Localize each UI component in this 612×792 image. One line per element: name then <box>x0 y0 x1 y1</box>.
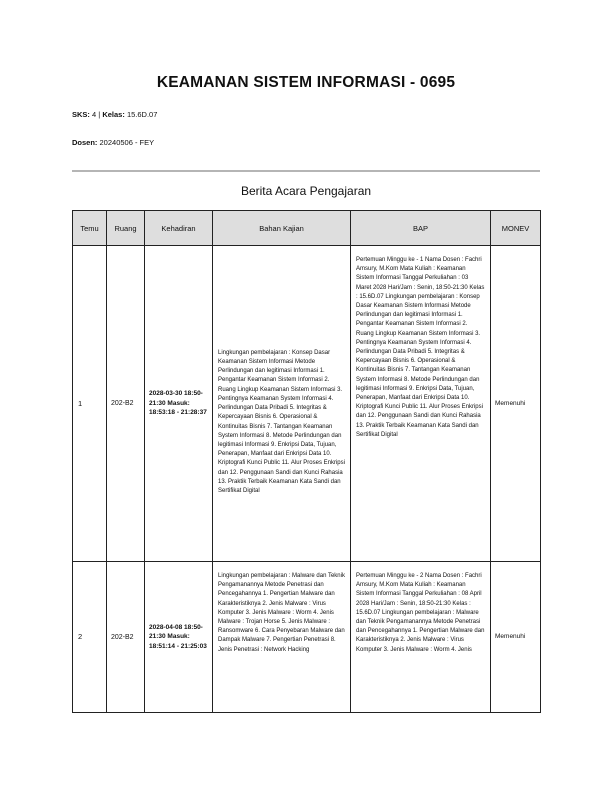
cell-bap: Pertemuan Minggu ke - 1 Nama Dosen : Fachri Amsury, M.Kom Mata Kuliah : Keamanan Sistem Informasi Tanggal Perkuliahan : 03 Maret 2028 Hari/Jam : Senin, 18:50-21:30 Kelas : 15.6D.07 Lingkungan pembelajaran : Konsep Dasar Keamanan Sistem Informasi Metode Perlindungan dan legitimasi Informasi 1. Pengantar Keamanan Sistem Informasi 2. Ruang Lingkup Keamanan Sistem Informasi 3. Pentingnya Keamanan System Informasi 4. Perlindungan Data Pribadi 5. Integritas & Kepercayaan Bisnis 6. Operasional & Kontinuitas Bisnis 7. Tantangan Keamanan System Informasi 8. Metode Perlindungan dan legitimasi Informasi 9. Enkripsi Data, Tujuan, Penerapan, Manfaat dari Enkripsi Data 10. Kriptografi Kunci Public 11. Alur Proses Enkripsi dan 12. Penggunaan Sandi dan Kunci Rahasia 13. Praktik Terbaik Keamanan Kata Sandi dan Sertifikat Digital <box>351 246 491 562</box>
column-header-monev: MONEV <box>491 211 541 246</box>
bahan-kajian-text: Lingkungan pembelajaran : Malware dan Teknik Pengamanannya Metode Penetrasi dan Pencegahannya 1. Pengertian Malware dan Karakteristiknya 2. Jenis Malware : Virus Komputer 3. Jenis Malware : Worm 4. Jenis Malware : Trojan Horse 5. Jenis Malware : Ransomware 6. Cara Penyebaran Malware dan Dampak Malware 7. Pengertian Penetrasi 8. Jenis Penetrasi : Network Hacking <box>218 573 345 653</box>
meta-separator: | <box>98 110 101 119</box>
cell-bap <box>351 562 491 713</box>
cell-ruang: 202-B2 <box>107 246 145 562</box>
cell-monev: Memenuhi <box>491 246 541 562</box>
kelas-label: Kelas: <box>102 110 125 119</box>
cell-bahan-kajian <box>213 562 351 713</box>
cell-ruang: 202-B2 <box>107 562 145 713</box>
cell-bahan-kajian <box>213 246 351 562</box>
divider <box>72 170 540 172</box>
section-title: Berita Acara Pengajaran <box>240 184 372 198</box>
table-row <box>73 562 541 713</box>
column-header-bahan-kajian: Bahan Kajian <box>213 211 351 246</box>
cell-kehadiran: 2028-03-30 18:50-21:30 Masuk: 18:53:18 - 21:28:37 <box>145 246 213 562</box>
page-title: KEAMANAN SISTEM INFORMASI - 0695 <box>156 74 456 91</box>
column-header-ruang: Ruang <box>107 211 145 246</box>
cell-kehadiran: 2028-04-08 18:50-21:30 Masuk: 18:51:14 - 21:25:03 <box>145 562 213 713</box>
table-header-row <box>73 211 541 246</box>
bahan-kajian-text: Lingkungan pembelajaran : Konsep Dasar Keamanan Sistem Informasi Metode Perlindungan dan legitimasi Informasi 1. Pengantar Keamanan Sistem Informasi 2. Ruang Lingkup Keamanan Sistem Informasi 3. Pentingnya Keamanan System Informasi 4. Perlindungan Data Pribadi 5. Integritas & Kepercayaan Bisnis 6. Operasional & Kontinuitas Bisnis 7. Tantangan Keamanan System Informasi 8. Metode Perlindungan dan legitimasi Informasi 9. Enkripsi Data, Tujuan, Penerapan, Manfaat dari Enkripsi Data 10. Kriptografi Kunci Public 11. Alur Proses Enkripsi dan 12. Penggunaan Sandi dan Kunci Rahasia 13. Praktik Terbaik Keamanan Kata Sandi dan Sertifikat Digital <box>218 349 345 494</box>
sks-value: 4 <box>92 110 97 119</box>
cell-temu: 1 <box>73 246 107 562</box>
table-row <box>73 246 541 562</box>
cell-monev: Memenuhi <box>491 562 541 713</box>
column-header-kehadiran: Kehadiran <box>145 211 213 246</box>
kelas-value: 15.6D.07 <box>126 110 158 119</box>
dosen-label: Dosen: <box>72 138 98 147</box>
column-header-temu: Temu <box>73 211 107 246</box>
cell-temu: 2 <box>73 562 107 713</box>
column-header-bap: BAP <box>351 211 491 246</box>
bap-text: Pertemuan Minggu ke - 2 Nama Dosen : Fachri Amsury, M.Kom Mata Kuliah : Keamanan Sistem Informasi Tanggal Perkuliahan : 08 April 2028 Hari/Jam : Senin, 18:50-21:30 Kelas : 15.6D.07 Lingkungan pembelajaran : Malware dan Teknik Pengamanannya Metode Penetrasi dan Pencegahannya 1. Pengertian Malware dan Karakteristiknya 2. Jenis Malware : Virus Komputer 3. Jenis Malware : Worm 4. Jenis <box>356 573 485 653</box>
lecturer-meta <box>72 138 154 147</box>
dosen-value: 20240506 - FEY <box>99 138 155 147</box>
teaching-record-table <box>72 210 541 713</box>
course-meta <box>72 110 157 119</box>
sks-label: SKS: <box>72 110 90 119</box>
